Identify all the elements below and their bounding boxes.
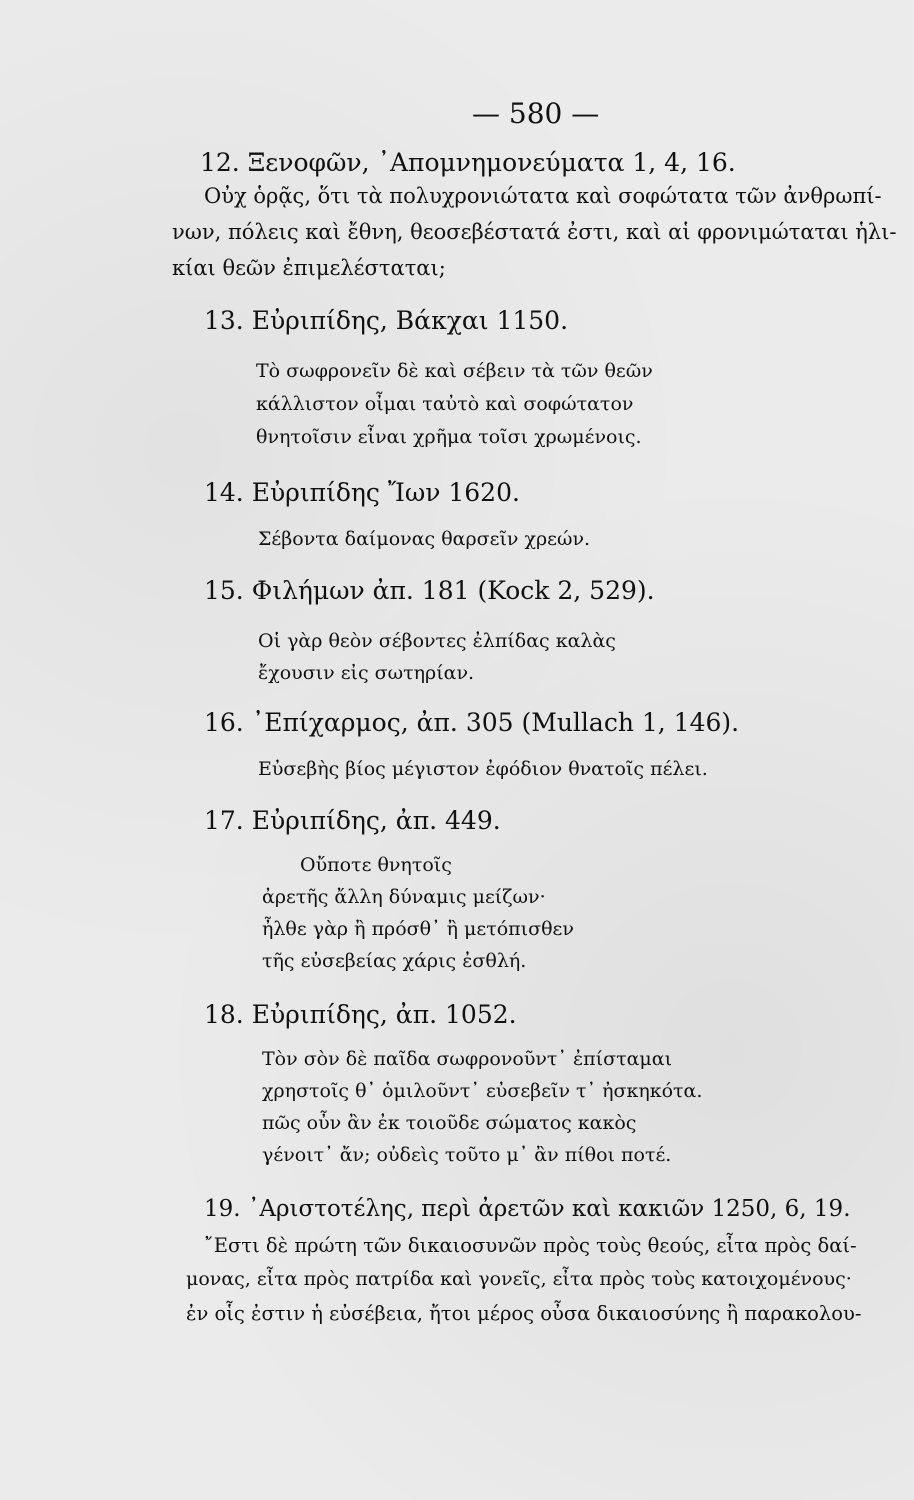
page-number: — 580 — xyxy=(472,97,600,130)
entry-12-line-2: νων, πόλεις καὶ ἔθνη, θεοσεβέστατά ἐστι, καὶ αἱ φρονιμώταται ἡλι- xyxy=(172,220,897,244)
entry-17-line-4: τῆς εὐσεβείας χάρις ἐσθλή. xyxy=(262,950,527,972)
entry-15-line-1: Οἱ γὰρ θεὸν σέβοντες ἐλπίδας καλὰς xyxy=(258,630,616,652)
entry-18-line-2: χρηστοῖς θ᾿ ὁμιλοῦντ᾿ εὐσεβεῖν τ᾿ ἠσκηκότα. xyxy=(262,1080,703,1102)
entry-19-heading: 19. ᾿Αριστοτέλης, περὶ ἀρετῶν καὶ κακιῶν 1250, 6, 19. xyxy=(204,1196,851,1222)
entry-17-line-3: ἦλθε γὰρ ἢ πρόσθ᾿ ἢ μετόπισθεν xyxy=(262,918,574,940)
entry-15-line-2: ἔχουσιν εἰς σωτηρίαν. xyxy=(258,662,475,684)
entry-13-line-2: κάλλιστον οἶμαι ταὐτὸ καὶ σοφώτατον xyxy=(256,393,634,415)
entry-17-line-1: Οὔποτε θνητοῖς xyxy=(300,854,452,876)
entry-17-heading: 17. Εὐριπίδης, ἀπ. 449. xyxy=(204,806,501,835)
entry-13-heading: 13. Εὐριπίδης, Βάκχαι 1150. xyxy=(204,306,569,335)
entry-12-line-1: Οὐχ ὁρᾷς, ὅτι τὰ πολυχρονιώτατα καὶ σοφώτατα τῶν ἀνθρωπί- xyxy=(204,184,882,208)
entry-14-line-1: Σέβοντα δαίμονας θαρσεῖν χρεών. xyxy=(258,528,591,550)
entry-18-heading: 18. Εὐριπίδης, ἀπ. 1052. xyxy=(204,1000,517,1029)
entry-19-line-2: μονας, εἶτα πρὸς πατρίδα καὶ γονεῖς, εἶτα πρὸς τοὺς κατοιχομένους· xyxy=(186,1268,852,1290)
entry-19-line-3: ἐν οἷς ἐστιν ἡ εὐσέβεια, ἤτοι μέρος οὖσα δικαιοσύνης ἢ παρακολου- xyxy=(186,1302,862,1325)
entry-19-line-1: ῎Εστι δὲ πρώτη τῶν δικαιοσυνῶν πρὸς τοὺς θεούς, εἶτα πρὸς δαί- xyxy=(204,1234,857,1257)
entry-17-line-2: ἀρετῆς ἄλλη δύναμις μείζων· xyxy=(262,886,546,908)
entry-14-heading: 14. Εὐριπίδης Ἴων 1620. xyxy=(204,478,520,507)
entry-12-line-3: κίαι θεῶν ἐπιμελέσταται; xyxy=(172,256,446,280)
entry-18-line-1: Τὸν σὸν δὲ παῖδα σωφρονοῦντ᾿ ἐπίσταμαι xyxy=(262,1048,673,1070)
entry-12-heading: 12. Ξενοφῶν, ᾿Απομνημονεύματα 1, 4, 16. xyxy=(200,148,736,177)
entry-18-line-4: γένοιτ᾿ ἄν; οὐδεὶς τοῦτο μ᾿ ἂν πίθοι ποτέ. xyxy=(262,1144,672,1166)
entry-13-line-1: Τὸ σωφρονεῖν δὲ καὶ σέβειν τὰ τῶν θεῶν xyxy=(256,360,653,382)
entry-18-line-3: πῶς οὖν ἂν ἐκ τοιοῦδε σώματος κακὸς xyxy=(262,1112,637,1134)
entry-15-heading: 15. Φιλήμων ἀπ. 181 (Kock 2, 529). xyxy=(204,576,655,605)
entry-16-line-1: Εὐσεβὴς βίος μέγιστον ἐφόδιον θνατοῖς πέλει. xyxy=(258,758,708,780)
entry-16-heading: 16. ᾿Επίχαρμος, ἀπ. 305 (Mullach 1, 146). xyxy=(204,708,740,737)
entry-13-line-3: θνητοῖσιν εἶναι χρῆμα τοῖσι χρωμένοις. xyxy=(256,426,642,448)
